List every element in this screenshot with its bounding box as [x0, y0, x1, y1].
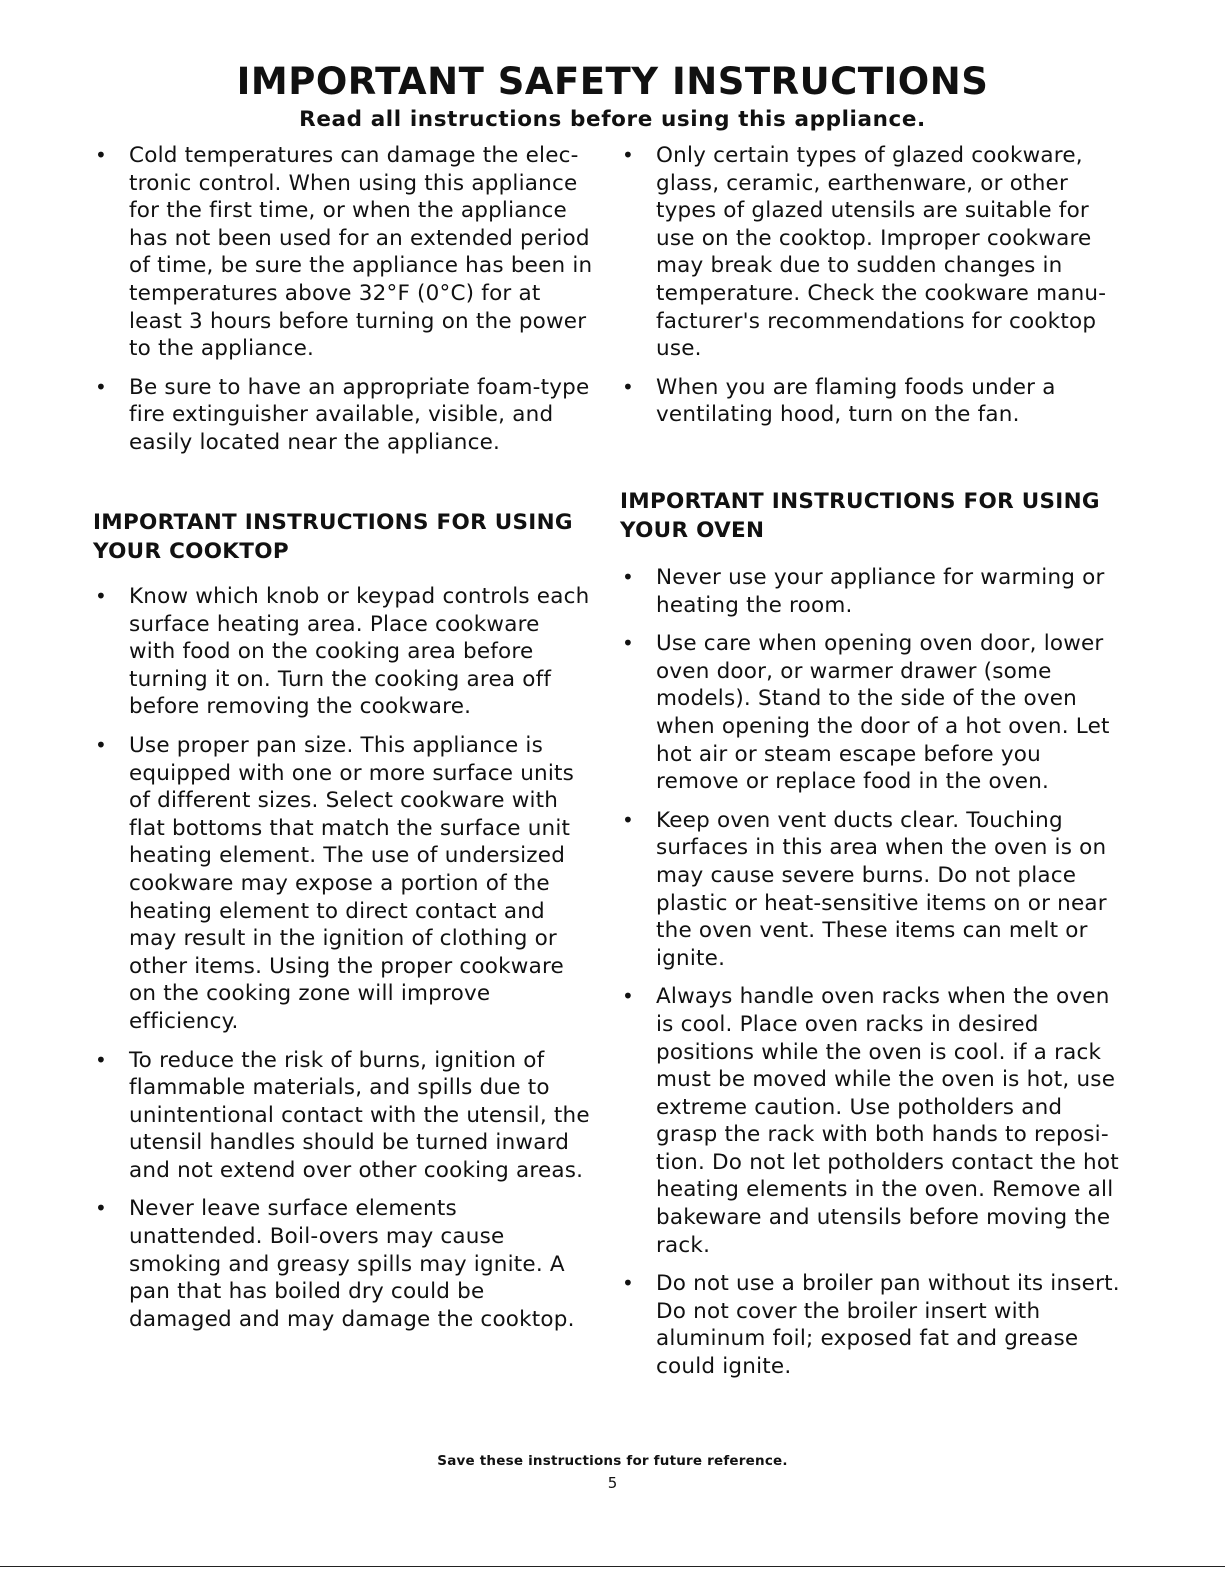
page-subtitle: Read all instructions before using this appliance.	[299, 107, 926, 132]
list-item-text: Keep oven vent ducts clear. Touching surfaces in this area when the oven is on may cause severe burns. Do not place plastic or heat-sensitive items on or near the oven vent. These items can melt or ignite.	[656, 807, 1107, 971]
list-item-text: Use care when opening oven door, lower oven door, or warmer drawer (some models). Stand to the side of the oven when opening the door of a hot oven. Let hot air or steam escape before you remove or replace food in the oven.	[656, 631, 1110, 795]
list-item-text: Only certain types of glazed cookware, glass, ceramic, earthenware, or other types of glazed utensils are suitable for use on the cooktop. Improper cookware may break due to sudden changes in temperature. Check the cookware manu- facturer's recommendations for cooktop use.	[656, 143, 1107, 362]
page-footer: Save these instructions for future reference.	[437, 1453, 788, 1469]
general-safety-list-left	[93, 142, 593, 468]
list-item	[620, 564, 1120, 619]
list-item	[620, 374, 1120, 429]
list-item-text: Do not use a broiler pan without its insert. Do not cover the broiler insert with aluminum foil; exposed fat and grease could ignite.	[656, 1271, 1120, 1380]
list-item-text: Never use your appliance for warming or heating the room.	[656, 565, 1105, 618]
bullet-icon: •	[622, 807, 634, 832]
bottom-divider	[0, 1566, 1225, 1567]
list-item-text: Always handle oven racks when the oven is cool. Place oven racks in desired positions while the oven is cool. if a rack must be moved while the oven is hot, use extreme caution. Use potholders and grasp the rack with both hands to reposi- tion. Do not let potholders contact the hot heating elements in the oven. Remove all bakeware and utensils before moving the rack.	[656, 984, 1119, 1258]
list-item	[620, 983, 1120, 1259]
bullet-icon: •	[622, 143, 634, 167]
list-item	[93, 1047, 593, 1185]
list-item-text: When you are flaming foods under a ventilating hood, turn on the fan.	[656, 374, 1056, 428]
list-item-text: Never leave surface elements unattended. Boil-overs may cause smoking and greasy spills may ignite. A pan that has boiled dry could be damaged and may damage the cooktop.	[129, 1196, 575, 1332]
bullet-icon: •	[622, 565, 634, 589]
list-item-text: Cold temperatures can damage the elec- tronic control. When using this appliance for the first time, or when the appliance has not been used for an extended period of time, be sure the appliance has been in temperatures above 32°F (0°C) for at least 3 hours before turning on the power to the appliance.	[129, 143, 593, 362]
bullet-icon: •	[95, 374, 107, 399]
bullet-icon: •	[95, 1196, 107, 1221]
list-item-text: Be sure to have an appropriate foam-type fire extinguisher available, visible, and easily located near the appliance.	[129, 374, 590, 455]
bullet-icon: •	[622, 1271, 634, 1296]
cooktop-instructions-list	[93, 583, 593, 1344]
bullet-icon: •	[95, 1047, 107, 1072]
bullet-icon: •	[95, 732, 107, 757]
list-item-text: To reduce the risk of burns, ignition of flammable materials, and spills due to unintentional contact with the utensil, the utensil handles should be turned inward and not extend over other cooking areas.	[129, 1047, 590, 1183]
oven-instructions-list	[620, 564, 1120, 1392]
list-item	[620, 630, 1120, 796]
list-item-text: Know which knob or keypad controls each surface heating area. Place cookware with food on the cooking area before turning it on. Turn the cooking area off before removing the cookware.	[129, 584, 590, 720]
bullet-icon: •	[622, 631, 634, 656]
list-item-text: Use proper pan size. This appliance is equipped with one or more surface units of different sizes. Select cookware with flat bottoms that match the surface unit heating element. The use of undersized cookware may expose a portion of the heating element to direct contact and may result in the ignition of clothing or other items. Using the proper cookware on the cooking zone will improve efficiency.	[129, 732, 575, 1034]
list-item	[93, 583, 593, 721]
bullet-icon: •	[622, 984, 634, 1009]
list-item	[93, 732, 593, 1036]
list-item	[93, 1195, 593, 1333]
page-title: IMPORTANT SAFETY INSTRUCTIONS	[236, 60, 989, 103]
list-item	[93, 142, 593, 363]
bullet-icon: •	[622, 374, 634, 399]
bullet-icon: •	[95, 584, 107, 608]
page-number: 5	[607, 1474, 618, 1492]
general-safety-list-right	[620, 142, 1120, 440]
bullet-icon: •	[95, 143, 107, 167]
list-item	[620, 142, 1120, 363]
list-item	[620, 807, 1120, 973]
list-item	[93, 374, 593, 457]
oven-section-heading: IMPORTANT INSTRUCTIONS FOR USING YOUR OVEN	[620, 489, 1100, 543]
list-item	[620, 1270, 1120, 1380]
cooktop-section-heading: IMPORTANT INSTRUCTIONS FOR USING YOUR COOKTOP	[93, 510, 573, 564]
